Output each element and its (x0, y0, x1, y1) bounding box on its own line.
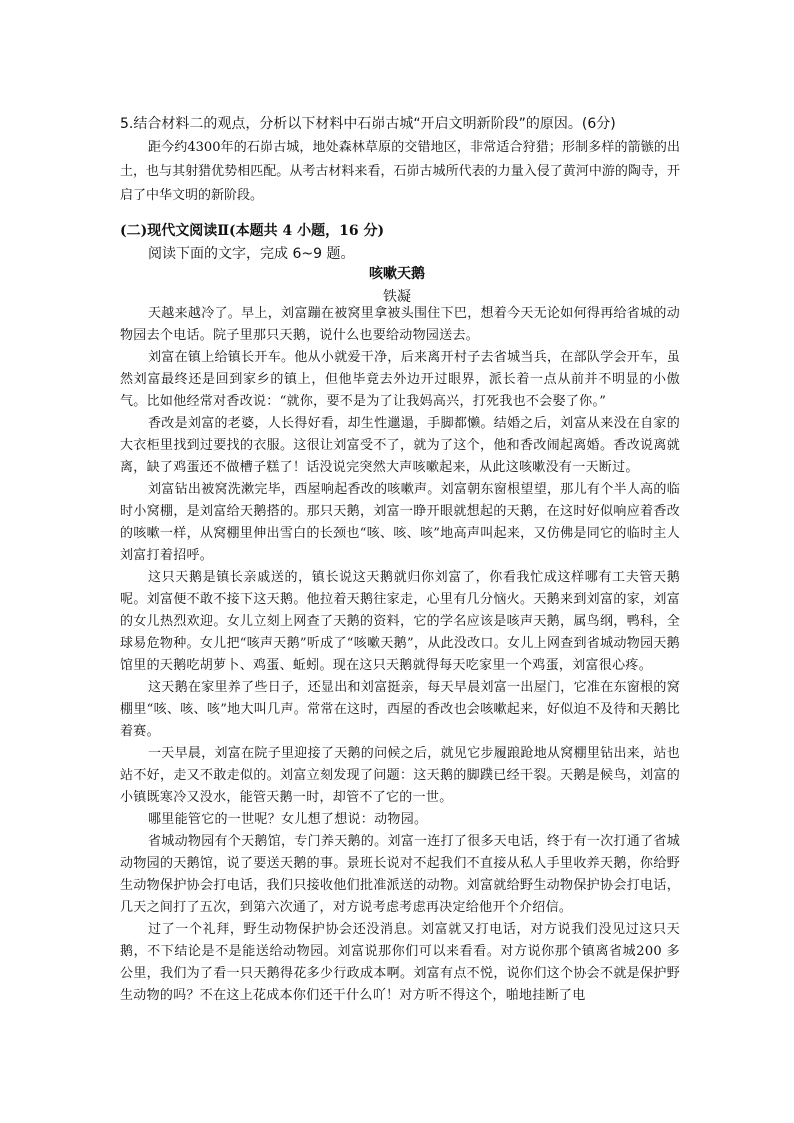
section-instruction: 阅读下面的文字，完成 6~9 题。 (148, 246, 355, 262)
story-paragraph: 哪里能管它的一世呢？女儿想了想说：动物园。 (148, 812, 428, 827)
story-paragraph: 香改是刘富的老婆，人长得好看，却生性邋遢，手脚都懒。结婚之后，刘富从来没在自家的大衣柜里找到过要找的衣服。这很让刘富受不了，就为了这个，他和香改闹起离婚。香改说离就离，缺了鸡蛋还不做槽子糕了！话没说完突然大声咳嗽起来，从此这咳嗽没有一天断过。 (120, 416, 681, 475)
story-author: 铁凝 (383, 289, 411, 305)
story-paragraph: 天越来越冷了。早上，刘富蹦在被窝里拿被头围住下巴，想着今天无论如何得再给省城的动物园去个电话。院子里那只天鹅，说什么也要给动物园送去。 (120, 306, 681, 343)
question-5-prompt: 5.结合材料二的观点，分析以下材料中石峁古城“开启文明新阶段”的原因。(6分) (120, 116, 616, 132)
story-paragraph: 过了一个礼拜，野生动物保护协会还没消息。刘富就又打电话，对方说我们没见过这只天鹅，不下结论是不是能送给动物园。刘富说那你们可以来看看。对方说你那个镇离省城200 多公里，我们为了看一只天鹅得花多少行政成本啊。刘富有点不悦，说你们这个协会不就是保护野生动物的吗？不在这上花成本你们还干什么吖！对方听不得这个，啪地挂断了电 (120, 922, 680, 1003)
question-5-material: 距今约4300年的石峁古城，地处森林草原的交错地区，非常适合狩猎；形制多样的箭镞的出土，也与其射猎优势相匹配。从考古材料来看，石峁古城所代表的力量入侵了黄河中游的陶寺，开启了中华文明的新阶段。 (120, 140, 680, 203)
story-title: 咳嗽天鹅 (369, 266, 425, 282)
story-paragraph: 省城动物园有个天鹅馆，专门养天鹅的。刘富一连打了很多天电话，终于有一次打通了省城动物园的天鹅馆，说了要送天鹅的事。景班长说对不起我们不直接从私人手里收养天鹅，你给野生动物保护协会打电话，我们只接收他们批准派送的动物。刘富就给野生动物保护协会打电话，几天之间打了五次，到第六次通了，对方说考虑考虑再决定给他开个介绍信。 (120, 834, 681, 915)
story-paragraph: 刘富钻出被窝洗漱完毕，西屋响起香改的咳嗽声。刘富朝东窗根望望，那儿有个半人高的临时小窝棚，是刘富给天鹅搭的。那只天鹅，刘富一睁开眼就想起的天鹅，在这时好似响应着香改的咳嗽一样，从窝棚里伸出雪白的长颈也“咳、咳、咳”地高声叫起来，又仿佛是同它的临时主人刘富打着招呼。 (120, 482, 681, 563)
story-paragraph: 这天鹅在家里养了些日子，还显出和刘富挺亲，每天早晨刘富一出屋门，它准在东窗根的窝棚里“咳、咳、咳”地大叫几声。常常在这时，西屋的香改也会咳嗽起来，好似迫不及待和天鹅比着赛。 (120, 680, 681, 739)
story-body (120, 303, 680, 1007)
story-paragraph: 一天早晨，刘富在院子里迎接了天鹅的问候之后，就见它步履踉跄地从窝棚里钻出来，站也站不好，走又不敢走似的。刘富立刻发现了问题：这天鹅的脚蹼已经干裂。天鹅是候鸟，刘富的小镇既寒冷又没水，能管天鹅一时，却管不了它的一世。 (120, 746, 681, 805)
section-heading: (二)现代文阅读Ⅱ(本题共 4 小题，16 分) (120, 223, 385, 239)
story-paragraph: 这只天鹅是镇长亲戚送的，镇长说这天鹅就归你刘富了，你看我忙成这样哪有工夫管天鹅呢。刘富便不敢不接下这天鹅。他拉着天鹅往家走，心里有几分恼火。天鹅来到刘富的家，刘富的女儿热烈欢迎。女儿立刻上网查了天鹅的资料，它的学名应该是咳声天鹅，属鸟纲，鸭科，全球易危物种。女儿把“咳声天鹅”听成了“咳嗽天鹅”，从此没改口。女儿上网查到省城动物园天鹅馆里的天鹅吃胡萝卜、鸡蛋、蚯蚓。现在这只天鹅就得每天吃家里一个鸡蛋，刘富很心疼。 (120, 570, 680, 673)
story-paragraph: 刘富在镇上给镇长开车。他从小就爱干净，后来离开村子去省城当兵，在部队学会开车，虽然刘富最终还是回到家乡的镇上，但他毕竟去外边开过眼界，派长着一点从前并不明显的小傲气。比如他经常对香改说：“就你，要不是为了让我妈高兴，打死我也不会娶了你。” (120, 350, 681, 409)
